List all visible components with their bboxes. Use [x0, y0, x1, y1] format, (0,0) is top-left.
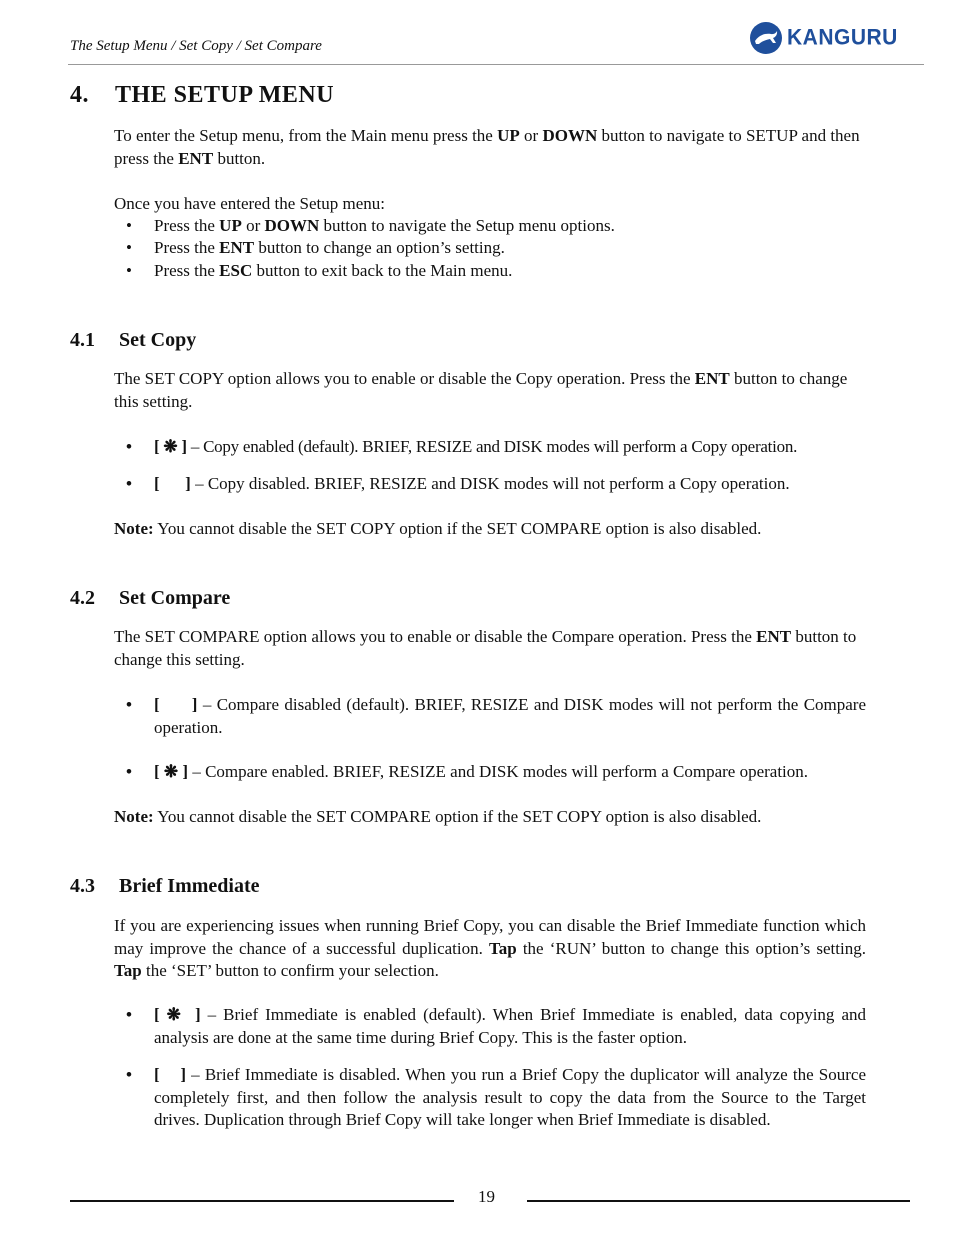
section-number: 4. [70, 82, 89, 108]
list-item: • Press the ENT button to change an option’s setting. [126, 238, 505, 257]
kanguru-logo [749, 20, 898, 56]
section-heading-setup-menu [70, 82, 334, 109]
list-item: • Press the ESC button to exit back to the Main menu. [126, 261, 513, 280]
setup-once-text: Once you have entered the Setup menu: [114, 194, 385, 213]
set-copy-note: Note: You cannot disable the SET COPY option if the SET COMPARE option is also disabled. [114, 519, 762, 538]
list-item: • [ ] – Copy disabled. BRIEF, RESIZE and DISK modes will not perform a Copy operation. [126, 474, 790, 493]
list-item: • [ ] – Compare disabled (default). BRIEF, RESIZE and DISK modes will not perform the Compare operation. [126, 695, 867, 737]
logo-wordmark: KANGURU [787, 25, 898, 50]
footer-rule-left [70, 1200, 454, 1202]
footer-rule-right [527, 1200, 910, 1202]
section-title: THE SETUP MENU [115, 82, 335, 108]
subsection-heading-brief-immediate: 4.3 Brief Immediate [70, 875, 260, 897]
running-header-title: The Setup Menu / Set Copy / Set Compare [70, 38, 322, 54]
set-compare-description: The SET COMPARE option allows you to enable or disable the Compare operation. Press the ENT button to change this setting. [114, 627, 857, 669]
setup-intro-paragraph: To enter the Setup menu, from the Main menu press the UP or DOWN button to navigate to SETUP and then press the ENT button. [114, 126, 860, 168]
list-item: • Press the UP or DOWN button to navigate the Setup menu options. [126, 216, 615, 235]
set-compare-note: Note: You cannot disable the SET COMPARE option if the SET COPY option is also disabled. [114, 807, 762, 826]
brief-immediate-description: If you are experiencing issues when running Brief Copy, you can disable the Brief Immediate function which may improve the chance of a successful duplication. Tap the ‘RUN’ button to change this option’s setting. Tap the ‘SET’ button to confirm your selection. [114, 916, 866, 980]
list-item: • [ ❋ ] – Copy enabled (default). BRIEF, RESIZE and DISK modes will perform a Copy operation. [126, 437, 798, 456]
list-item: • [ ❋ ] – Compare enabled. BRIEF, RESIZE and DISK modes will perform a Compare operation. [126, 762, 809, 781]
list-item: • [ ❋ ] – Brief Immediate is enabled (default). When Brief Immediate is enabled, data copying and analysis are done at the same time during Brief Copy. This is the faster option. [126, 1005, 866, 1047]
set-copy-description: The SET COPY option allows you to enable or disable the Copy operation. Press the ENT button to change this setting. [114, 369, 848, 411]
header-rule [68, 64, 924, 65]
kangaroo-logo-icon [749, 21, 783, 55]
subsection-heading-set-copy: 4.1 Set Copy [70, 329, 197, 351]
list-item: • [ ] – Brief Immediate is disabled. When you run a Brief Copy the duplicator will analyze the Source completely first, and then follow the analysis result to copy the data from the Source to the Target drives. Duplication through Brief Copy will take longer when Brief Immediate is disabled. [126, 1065, 866, 1129]
subsection-heading-set-compare: 4.2 Set Compare [70, 587, 231, 609]
page-number: 19 [478, 1187, 495, 1206]
